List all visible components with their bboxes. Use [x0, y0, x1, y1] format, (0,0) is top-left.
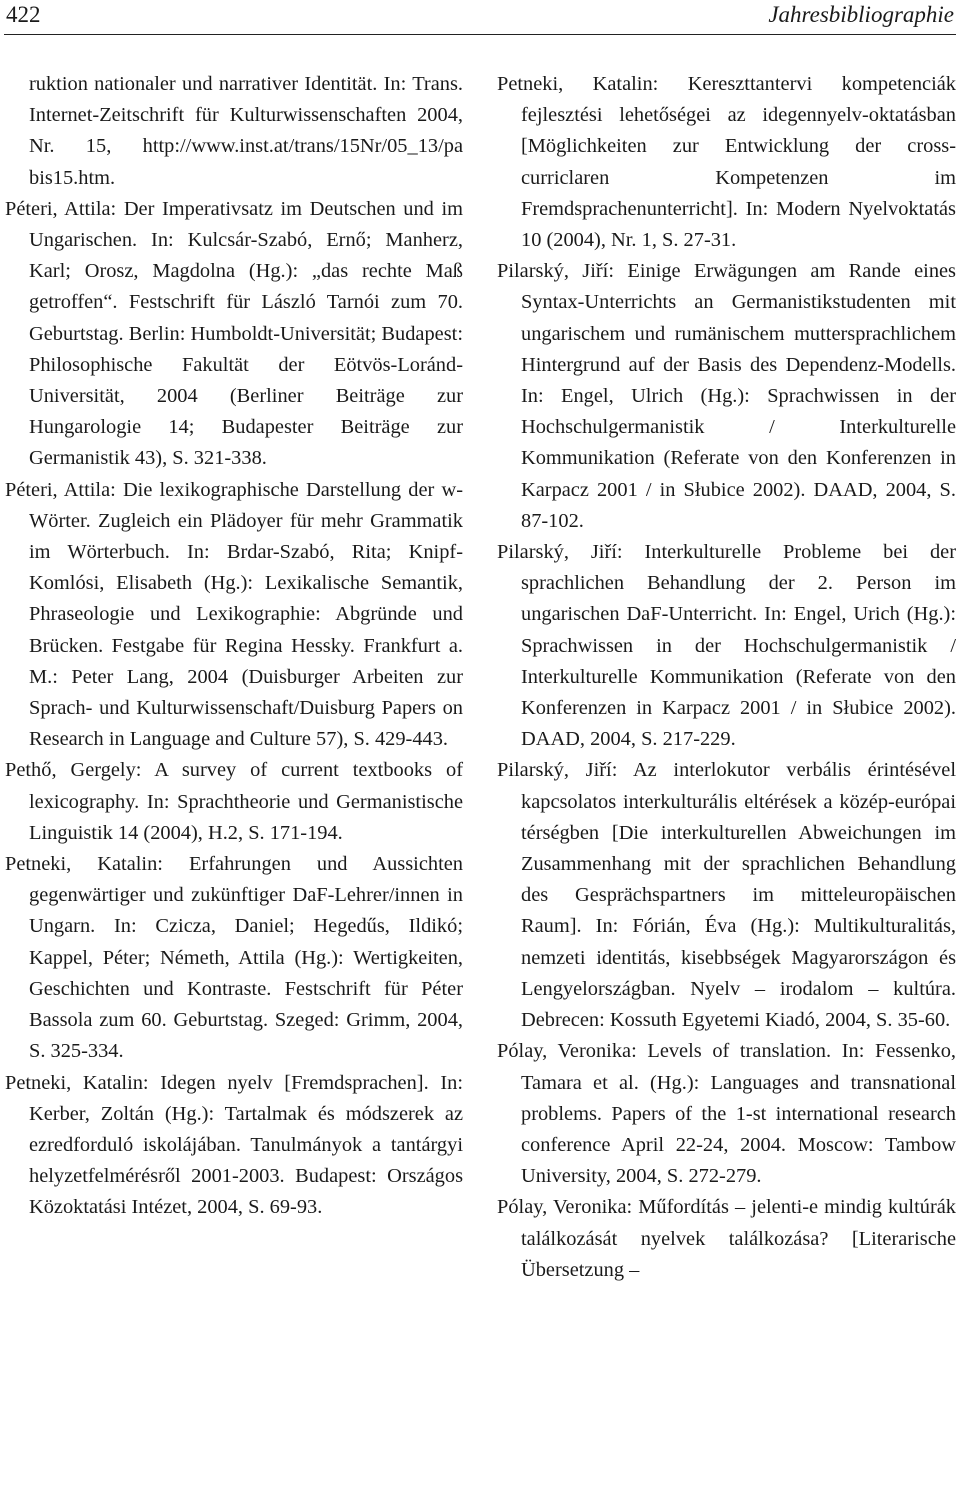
page-header	[4, 0, 956, 35]
bibliography-entry: Pethő, Gergely: A survey of current textbooks of lexicography. In: Sprachtheorie und Germanistische Linguistik 14 (2004), H.2, S. 171-194.	[5, 759, 463, 844]
bibliography-entry: Petneki, Katalin: Erfahrungen und Aussichten gegenwärtiger und zukünftiger DaF-Lehrer/innen in Ungarn. In: Czicza, Daniel; Hegedűs, Ildikó; Kappel, Péter; Németh, Attila (Hg.): Wertigkeiten, Geschichten und Kontraste. Festschrift für Péter Bassola zum 60. Geburtstag. Szeged: Grimm, 2004, S. 325-334.	[5, 853, 463, 1063]
bibliography-entry: Pólay, Veronika: Műfordítás – jelenti-e mindig kultúrák találkozását nyelvek találkozása? [Literarische Übersetzung –	[497, 1196, 956, 1281]
journal-title: Jahresbibliographie	[768, 2, 954, 27]
bibliography-entry: Pólay, Veronika: Levels of translation. In: Fessenko, Tamara et al. (Hg.): Languages and transnational problems. Papers of the 1-st international research conference April 22-24, 2004. Moscow: Tambow University, 2004, S. 272-279.	[497, 1040, 956, 1188]
bibliography-entry: Pilarský, Jiří: Einige Erwägungen am Rande eines Syntax-Unterrichts an Germanistikstudenten mit ungarischem und rumänischem muttersprachlichem Hintergrund auf der Basis des Dependenz-Modells. In: Engel, Ulrich (Hg.): Sprachwissen in der Hochschulgermanistik / Interkulturelle Kommunikation (Referate von den Konferenzen in Karpacz 2001 / in Słubice 2002). DAAD, 2004, S. 87-102.	[497, 260, 956, 532]
bibliography-entry: Pilarský, Jiří: Az interlokutor verbális érintésével kapcsolatos interkulturális eltérések a közép-európai térségben [Die interkulturellen Abweichungen im Zusammenhang mit der sprachlichen Behandlung des Gesprächspartners im mitteleuropäischen Raum]. In: Fórián, Éva (Hg.): Multikulturalitás, nemzeti identitás, kisebbségek Magyarországon és Lengyelországban. Nyelv – irodalom – kultúra. Debrecen: Kossuth Egyetemi Kiadó, 2004, S. 35-60.	[497, 759, 956, 1032]
bibliography-entry: Petneki, Katalin: Idegen nyelv [Fremdsprachen]. In: Kerber, Zoltán (Hg.): Tartalmak és módszerek az ezredforduló iskolájában. Tanulmányok a tantárgyi helyzetfelmérésről 2001-2003. Budapest: Országos Közoktatási Intézet, 2004, S. 69-93.	[5, 1071, 463, 1219]
left-column	[5, 69, 463, 1224]
page-number: 422	[6, 2, 41, 27]
right-column	[497, 69, 956, 1286]
bibliography-entry: ruktion nationaler und narrativer Identität. In: Trans. Internet-Zeitschrift für Kulturwissenschaften 2004, Nr. 15, http://www.inst.at/trans/15Nr/05_13/pa bis15.htm.	[29, 73, 463, 189]
bibliography-entry: Petneki, Katalin: Kereszttantervi kompetenciák fejlesztési lehetőségei az idegennyelv-oktatásban [Möglichkeiten zur Entwicklung der cross-curriclaren Kompetenzen im Fremdsprachenunterricht]. In: Modern Nyelvoktatás 10 (2004), Nr. 1, S. 27-31.	[497, 73, 956, 252]
bibliography-entry: Péteri, Attila: Die lexikographische Darstellung der w-Wörter. Zugleich ein Plädoyer für mehr Grammatik im Wörterbuch. In: Brdar-Szabó, Rita; Knipf-Komlósi, Elisabeth (Hg.): Lexikalische Semantik, Phraseologie und Lexikographie: Abgründe und Brücken. Festgabe für Regina Hessky. Frankfurt a. M.: Peter Lang, 2004 (Duisburger Arbeiten zur Sprach- und Kulturwissenschaft/Duisburg Papers on Research in Language and Culture 57), S. 429-443.	[5, 478, 463, 751]
bibliography-entry: Pilarský, Jiří: Interkulturelle Probleme bei der sprachlichen Behandlung der 2. Person im ungarischen DaF-Unterricht. In: Engel, Urich (Hg.): Sprachwissen in der Hochschulgermanistik / Interkulturelle Kommunikation (Referate von den Konferenzen in Karpacz 2001 / in Słubice 2002). DAAD, 2004, S. 217-229.	[497, 541, 956, 751]
bibliography-entry: Péteri, Attila: Der Imperativsatz im Deutschen und im Ungarischen. In: Kulcsár-Szabó, Ernő; Manherz, Karl; Orosz, Magdolna (Hg.): „das rechte Maß getroffen“. Festschrift für László Tarnói zum 70. Geburtstag. Berlin: Humboldt-Universität; Budapest: Philosophische Fakultät der Eötvös-Loránd-Universität, 2004 (Berliner Beiträge zur Hungarologie 14; Budapester Beiträge zur Germanistik 43), S. 321-338.	[5, 197, 463, 470]
